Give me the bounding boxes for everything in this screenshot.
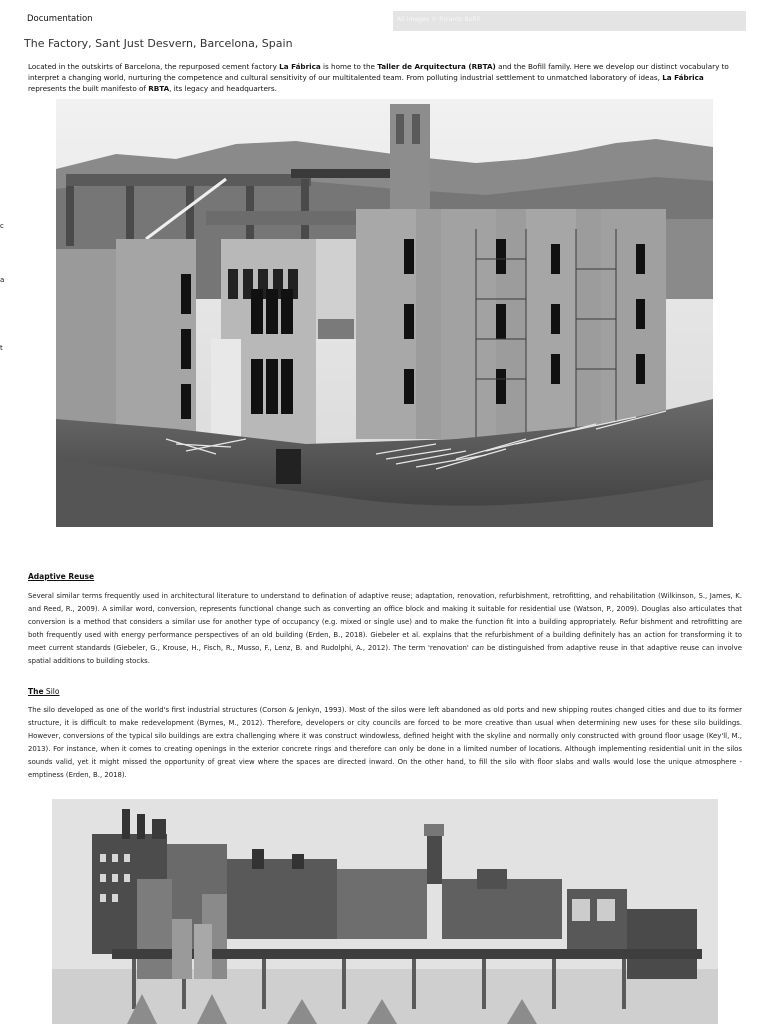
la-fabrica-bold: La Fábrica (279, 62, 321, 71)
la-fabrica-bold-2: La Fábrica (662, 73, 704, 82)
image-credit-bar (393, 11, 746, 31)
rbta-full-bold: Taller de Arquitectura (RBTA) (377, 62, 496, 71)
architectural-model-photo (52, 799, 718, 1024)
page-title: The Factory, Sant Just Desvern, Barcelona, Spain (24, 37, 293, 50)
factory-photo (56, 99, 713, 527)
model-illustration (52, 799, 718, 1024)
image-credit-text: All images © Ricardo Bofill (397, 16, 481, 23)
margin-mark: c (0, 222, 4, 230)
adaptive-reuse-text: Several similar terms frequently used in architectural literature to understand to defination of adaptive reuse; adaptation, renovation, refurbishment, retrofitting, and rehabilitation (Wilkinson, S., James, K. and Reed, R., 2009). A similar word, conversion, represents functional change such as converting an office block and making it suitable for residential use (Watson, P., 2009). Douglas also articulates that conversion is a method that considers a similar use for another type of occupancy (e.g. mixed or single use) and to make the function fit into a building appropriately. Refur bishment and retrofitting are both frequently used with energy performance perspectives of an old building (Erden, B., 2018). Giebeler et al. explains that the refurbishment of a building definitely has an action for transforming it to meet current standards (Giebeler, G., Krouse, H., Fisch, R., Musso, F., Lenz, B. and Rudolphi, A., 2012). The term 'renovation' can be distinguished from adaptive reuse in that adaptive reuse can involve spatial additions to building stocks. (28, 592, 742, 666)
silo-text: The silo developed as one of the world's first industrial structures (Corson & Jenkyn, 1993). Most of the silos were left abandoned as old ports and new shipping routes changed cities and due to its former structure, it is difficult to make redevelopment (Byrnes, M., 2012). Therefore, developers or city councils are forced to be more creative than usual when determining new uses for these silo buildings. However, conversions of the typical silo buildings are extra challenging where it was construct windowless, defined height with the skyline and normally only constructed with ground floor usage (Key'll, M., 2013). For instance, when it comes to creating openings in the exterior concrete rings and therefore can only be done in a limited number of locations. Although implementing residential unit in the silos sounds valid, yet it might missed the opportunity of great view where the spaces are directed inward. On the other hand, to fill the silo with floor slabs and walls would lose the unique atmosphere - emptiness (Erden, B., 2018). (28, 706, 742, 780)
rbta-bold: RBTA (148, 84, 170, 93)
documentation-label: Documentation (27, 14, 93, 24)
intro-paragraph: Located in the outskirts of Barcelona, the repurposed cement factory La Fábrica is home to the Taller de Arquitectura (RBTA) and the Bofill family. Here we develop our distinct vocabulary to interpret a changing world, nurturing the competence and cultural sensitivity of our multitalented team. From polluting industrial settlement to unmatched laboratory of ideas, La Fábrica represents the built manifesto of RBTA, its legacy and headquarters. (28, 62, 729, 93)
silo-heading: The Silo (28, 687, 60, 696)
margin-mark: t (0, 344, 3, 352)
margin-mark: a (0, 276, 5, 284)
factory-photo-illustration (56, 99, 713, 527)
adaptive-reuse-heading: Adaptive Reuse (28, 572, 95, 581)
